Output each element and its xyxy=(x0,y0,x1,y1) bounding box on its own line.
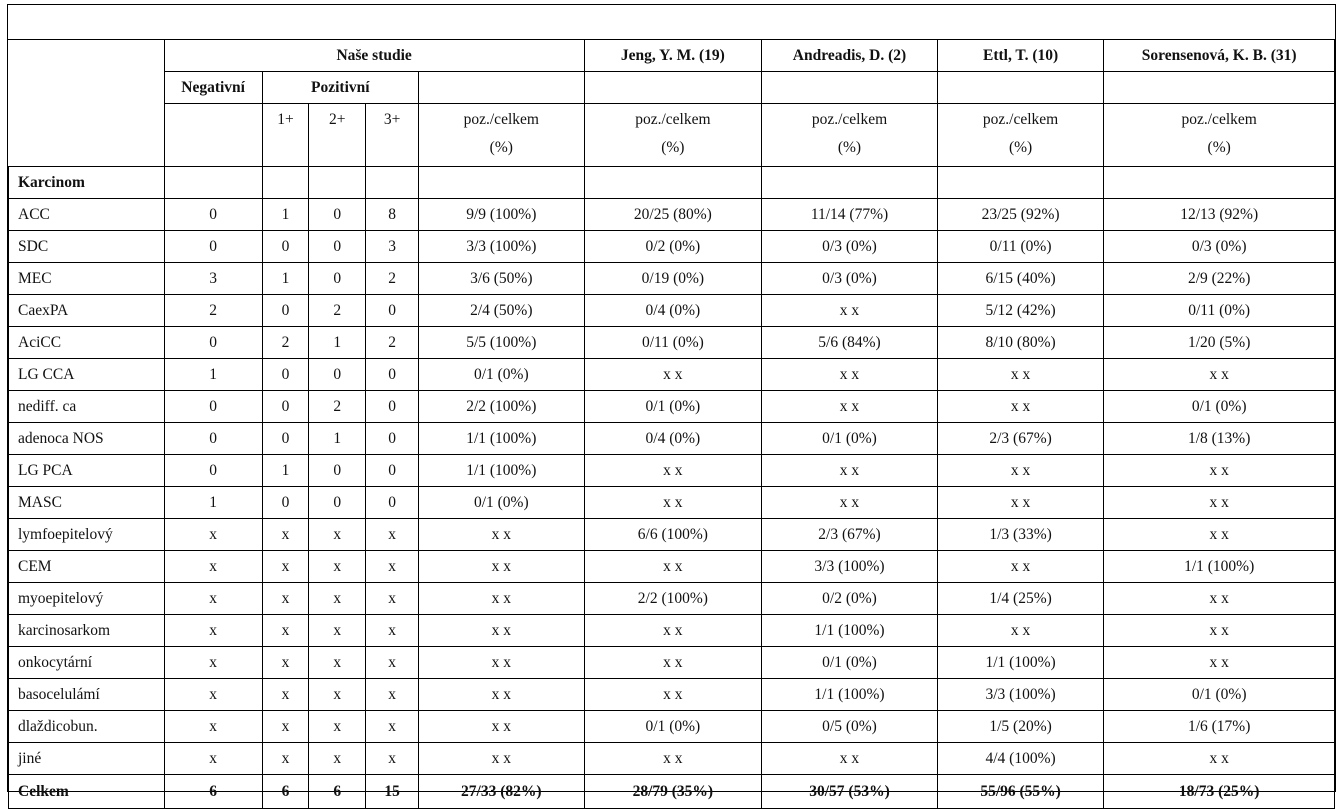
sorensen-cell: x x xyxy=(1104,359,1335,391)
section-empty-cell xyxy=(164,167,262,199)
pct-label: (%) xyxy=(661,139,685,156)
header-poz-celkem-ours xyxy=(419,104,585,167)
header-poz-celkem-andreadis xyxy=(762,104,938,167)
sorensen-cell: 1/20 (5%) xyxy=(1104,327,1335,359)
ettl-cell: 1/3 (33%) xyxy=(937,519,1104,551)
row-label: CEM xyxy=(9,551,165,583)
ettl-cell: 1/5 (20%) xyxy=(937,711,1104,743)
sorensen-cell: 1/1 (100%) xyxy=(1104,551,1335,583)
sorensen-cell: x x xyxy=(1104,487,1335,519)
table-row xyxy=(9,423,1335,455)
sorensen-cell: 12/13 (92%) xyxy=(1104,199,1335,231)
grade-3-cell: 0 xyxy=(366,295,419,327)
jeng-cell: x x xyxy=(584,679,762,711)
ours-cell: x x xyxy=(419,743,585,775)
grade-2-cell: 1 xyxy=(309,423,366,455)
andreadis-cell: 5/6 (84%) xyxy=(762,327,938,359)
grade-1-cell: x xyxy=(262,615,309,647)
sorensen-cell: 18/73 (25%) xyxy=(1104,775,1335,809)
header-empty-cell xyxy=(762,72,938,104)
results-table xyxy=(8,39,1335,809)
ettl-cell: x x xyxy=(937,487,1104,519)
ettl-cell: x x xyxy=(937,551,1104,583)
grade-1-cell: 0 xyxy=(262,423,309,455)
ours-cell: 1/1 (100%) xyxy=(419,455,585,487)
grade-1-cell: x xyxy=(262,551,309,583)
jeng-cell: x x xyxy=(584,647,762,679)
header-row-studies xyxy=(9,40,1335,72)
grade-3-cell: 0 xyxy=(366,423,419,455)
grade-2-cell: 0 xyxy=(309,263,366,295)
table-row xyxy=(9,359,1335,391)
section-empty-cell xyxy=(1104,167,1335,199)
ours-cell: x x xyxy=(419,647,585,679)
andreadis-cell: 1/1 (100%) xyxy=(762,615,938,647)
row-label: CaexPA xyxy=(9,295,165,327)
table-row xyxy=(9,615,1335,647)
grade-1-cell: x xyxy=(262,743,309,775)
grade-3-cell: 3 xyxy=(366,231,419,263)
row-label: LG CCA xyxy=(9,359,165,391)
grade-1-cell: 1 xyxy=(262,455,309,487)
grade-3-cell: 2 xyxy=(366,327,419,359)
negativni-cell: x xyxy=(164,743,262,775)
total-row xyxy=(9,775,1335,809)
jeng-cell: 0/4 (0%) xyxy=(584,295,762,327)
grade-2-cell: x xyxy=(309,583,366,615)
ettl-cell: 8/10 (80%) xyxy=(937,327,1104,359)
andreadis-cell: 30/57 (53%) xyxy=(762,775,938,809)
ours-cell: 0/1 (0%) xyxy=(419,359,585,391)
negativni-cell: x xyxy=(164,647,262,679)
grade-3-cell: x xyxy=(366,647,419,679)
jeng-cell: x x xyxy=(584,359,762,391)
grade-2-cell: x xyxy=(309,743,366,775)
jeng-cell: 0/4 (0%) xyxy=(584,423,762,455)
row-label: karcinosarkom xyxy=(9,615,165,647)
negativni-cell: x xyxy=(164,519,262,551)
andreadis-cell: 2/3 (67%) xyxy=(762,519,938,551)
grade-2-cell: x xyxy=(309,615,366,647)
jeng-cell: 0/1 (0%) xyxy=(584,711,762,743)
grade-1-cell: 1 xyxy=(262,263,309,295)
grade-2-cell: 0 xyxy=(309,231,366,263)
table-row xyxy=(9,711,1335,743)
ours-cell: 0/1 (0%) xyxy=(419,487,585,519)
andreadis-cell: 0/1 (0%) xyxy=(762,423,938,455)
grade-2-cell: 6 xyxy=(309,775,366,809)
sorensen-cell: 0/1 (0%) xyxy=(1104,679,1335,711)
grade-1-cell: 0 xyxy=(262,231,309,263)
andreadis-cell: x x xyxy=(762,391,938,423)
andreadis-cell: x x xyxy=(762,487,938,519)
negativni-cell: x xyxy=(164,679,262,711)
row-label: nediff. ca xyxy=(9,391,165,423)
table-row xyxy=(9,583,1335,615)
section-row-karcinom xyxy=(9,167,1335,199)
grade-2-cell: x xyxy=(309,679,366,711)
grade-3-cell: x xyxy=(366,679,419,711)
row-label: adenoca NOS xyxy=(9,423,165,455)
row-label: AciCC xyxy=(9,327,165,359)
andreadis-cell: 0/2 (0%) xyxy=(762,583,938,615)
header-empty-cell xyxy=(9,104,165,167)
sorensen-cell: x x xyxy=(1104,583,1335,615)
ours-cell: x x xyxy=(419,679,585,711)
grade-1-cell: 0 xyxy=(262,295,309,327)
andreadis-cell: 1/1 (100%) xyxy=(762,679,938,711)
table-row xyxy=(9,391,1335,423)
ettl-cell: 0/11 (0%) xyxy=(937,231,1104,263)
header-row-groups xyxy=(9,72,1335,104)
row-label: LG PCA xyxy=(9,455,165,487)
ours-cell: 1/1 (100%) xyxy=(419,423,585,455)
ours-cell: 5/5 (100%) xyxy=(419,327,585,359)
pct-label: (%) xyxy=(489,139,513,156)
andreadis-cell: 0/5 (0%) xyxy=(762,711,938,743)
row-label: SDC xyxy=(9,231,165,263)
jeng-cell: 20/25 (80%) xyxy=(584,199,762,231)
grade-1-cell: 0 xyxy=(262,359,309,391)
section-empty-cell xyxy=(262,167,309,199)
section-empty-cell xyxy=(584,167,762,199)
ettl-cell: 1/4 (25%) xyxy=(937,583,1104,615)
andreadis-cell: 0/1 (0%) xyxy=(762,647,938,679)
grade-3-cell: 0 xyxy=(366,359,419,391)
negativni-cell: 1 xyxy=(164,487,262,519)
negativni-cell: x xyxy=(164,615,262,647)
header-nase-studie: Naše studie xyxy=(164,40,584,72)
sorensen-cell: x x xyxy=(1104,519,1335,551)
ettl-cell: x x xyxy=(937,455,1104,487)
grade-3-cell: 8 xyxy=(366,199,419,231)
grade-1-cell: 2 xyxy=(262,327,309,359)
row-label: ACC xyxy=(9,199,165,231)
section-empty-cell xyxy=(366,167,419,199)
negativni-cell: 0 xyxy=(164,391,262,423)
grade-3-cell: x xyxy=(366,551,419,583)
sorensen-cell: 0/1 (0%) xyxy=(1104,391,1335,423)
header-poz-celkem-ettl xyxy=(937,104,1104,167)
header-empty-cell xyxy=(9,72,165,104)
row-label: dlaždicobun. xyxy=(9,711,165,743)
table-row xyxy=(9,295,1335,327)
grade-2-cell: 0 xyxy=(309,199,366,231)
ours-cell: 3/6 (50%) xyxy=(419,263,585,295)
grade-1-cell: x xyxy=(262,519,309,551)
grade-2-cell: 0 xyxy=(309,487,366,519)
andreadis-cell: x x xyxy=(762,295,938,327)
andreadis-cell: 3/3 (100%) xyxy=(762,551,938,583)
jeng-cell: x x xyxy=(584,551,762,583)
ours-cell: x x xyxy=(419,551,585,583)
sorensen-cell: 0/3 (0%) xyxy=(1104,231,1335,263)
ettl-cell: 5/12 (42%) xyxy=(937,295,1104,327)
grade-1-cell: 0 xyxy=(262,487,309,519)
jeng-cell: 6/6 (100%) xyxy=(584,519,762,551)
poz-celkem-label: poz./celkem xyxy=(982,111,1059,128)
grade-3-cell: 0 xyxy=(366,391,419,423)
negativni-cell: 0 xyxy=(164,455,262,487)
grade-1-cell: 0 xyxy=(262,391,309,423)
table-row xyxy=(9,519,1335,551)
negativni-cell: 6 xyxy=(164,775,262,809)
row-label: Celkem xyxy=(9,775,165,809)
grade-3-cell: 0 xyxy=(366,487,419,519)
table-row xyxy=(9,231,1335,263)
ours-cell: x x xyxy=(419,519,585,551)
header-poz-celkem-sorensen xyxy=(1104,104,1335,167)
jeng-cell: x x xyxy=(584,487,762,519)
ours-cell: 2/2 (100%) xyxy=(419,391,585,423)
grade-2-cell: x xyxy=(309,551,366,583)
grade-1-cell: 6 xyxy=(262,775,309,809)
pct-label: (%) xyxy=(1207,139,1231,156)
grade-1-cell: x xyxy=(262,583,309,615)
row-label: MEC xyxy=(9,263,165,295)
table-row xyxy=(9,743,1335,775)
grade-2-cell: x xyxy=(309,711,366,743)
ettl-cell: 3/3 (100%) xyxy=(937,679,1104,711)
sorensen-cell: 2/9 (22%) xyxy=(1104,263,1335,295)
ettl-cell: 1/1 (100%) xyxy=(937,647,1104,679)
grade-3-cell: x xyxy=(366,743,419,775)
grade-2-cell: x xyxy=(309,647,366,679)
table-frame xyxy=(7,4,1336,800)
table-row xyxy=(9,487,1335,519)
poz-celkem-label: poz./celkem xyxy=(463,111,539,128)
andreadis-cell: 11/14 (77%) xyxy=(762,199,938,231)
ettl-cell: x x xyxy=(937,391,1104,423)
jeng-cell: 0/2 (0%) xyxy=(584,231,762,263)
negativni-cell: x xyxy=(164,711,262,743)
table-row xyxy=(9,551,1335,583)
header-poz-celkem-jeng xyxy=(584,104,762,167)
ours-cell: x x xyxy=(419,615,585,647)
section-empty-cell xyxy=(937,167,1104,199)
table-row xyxy=(9,679,1335,711)
ettl-cell: 23/25 (92%) xyxy=(937,199,1104,231)
andreadis-cell: 0/3 (0%) xyxy=(762,231,938,263)
header-grade-1: 1+ xyxy=(262,104,309,167)
grade-1-cell: 1 xyxy=(262,199,309,231)
header-empty-cell xyxy=(1104,72,1335,104)
poz-celkem-label: poz./celkem xyxy=(635,111,711,128)
sorensen-cell: x x xyxy=(1104,743,1335,775)
grade-1-cell: x xyxy=(262,711,309,743)
ettl-cell: 2/3 (67%) xyxy=(937,423,1104,455)
pct-label: (%) xyxy=(837,139,862,156)
poz-celkem-label: poz./celkem xyxy=(1181,111,1257,128)
header-empty-cell xyxy=(9,40,165,72)
header-study-ettl: Ettl, T. (10) xyxy=(937,40,1104,72)
ettl-cell: x x xyxy=(937,615,1104,647)
jeng-cell: 0/19 (0%) xyxy=(584,263,762,295)
table-row xyxy=(9,199,1335,231)
negativni-cell: x xyxy=(164,583,262,615)
andreadis-cell: x x xyxy=(762,743,938,775)
jeng-cell: x x xyxy=(584,743,762,775)
negativni-cell: 3 xyxy=(164,263,262,295)
table-row xyxy=(9,263,1335,295)
grade-2-cell: x xyxy=(309,519,366,551)
negativni-cell: 2 xyxy=(164,295,262,327)
header-grade-2: 2+ xyxy=(309,104,366,167)
header-study-andreadis: Andreadis, D. (2) xyxy=(762,40,938,72)
header-empty-cell xyxy=(164,104,262,167)
grade-3-cell: x xyxy=(366,519,419,551)
row-label: lymfoepitelový xyxy=(9,519,165,551)
row-label: basocelulámí xyxy=(9,679,165,711)
ettl-cell: 55/96 (55%) xyxy=(937,775,1104,809)
negativni-cell: 0 xyxy=(164,423,262,455)
section-label: Karcinom xyxy=(9,167,165,199)
table-row xyxy=(9,327,1335,359)
row-label: MASC xyxy=(9,487,165,519)
jeng-cell: 0/1 (0%) xyxy=(584,391,762,423)
jeng-cell: 28/79 (35%) xyxy=(584,775,762,809)
negativni-cell: x xyxy=(164,551,262,583)
grade-2-cell: 1 xyxy=(309,327,366,359)
ours-cell: x x xyxy=(419,583,585,615)
header-pozitivni: Pozitivní xyxy=(262,72,418,104)
andreadis-cell: 0/3 (0%) xyxy=(762,263,938,295)
grade-1-cell: x xyxy=(262,647,309,679)
table-row xyxy=(9,455,1335,487)
header-grade-3: 3+ xyxy=(366,104,419,167)
section-empty-cell xyxy=(762,167,938,199)
negativni-cell: 0 xyxy=(164,231,262,263)
sorensen-cell: 0/11 (0%) xyxy=(1104,295,1335,327)
poz-celkem-label: poz./celkem xyxy=(811,111,888,128)
table-top-band xyxy=(8,5,1335,40)
header-negativni: Negativní xyxy=(164,72,262,104)
andreadis-cell: x x xyxy=(762,455,938,487)
row-label: jiné xyxy=(9,743,165,775)
jeng-cell: x x xyxy=(584,615,762,647)
grade-3-cell: 0 xyxy=(366,455,419,487)
grade-3-cell: x xyxy=(366,711,419,743)
grade-3-cell: x xyxy=(366,615,419,647)
sorensen-cell: 1/6 (17%) xyxy=(1104,711,1335,743)
pct-label: (%) xyxy=(1008,139,1033,156)
section-empty-cell xyxy=(419,167,585,199)
row-label: onkocytární xyxy=(9,647,165,679)
jeng-cell: 2/2 (100%) xyxy=(584,583,762,615)
grade-2-cell: 2 xyxy=(309,391,366,423)
grade-2-cell: 0 xyxy=(309,359,366,391)
header-study-sorensen: Sorensenová, K. B. (31) xyxy=(1104,40,1335,72)
ours-cell: 9/9 (100%) xyxy=(419,199,585,231)
ettl-cell: x x xyxy=(937,359,1104,391)
header-empty-cell xyxy=(419,72,585,104)
negativni-cell: 1 xyxy=(164,359,262,391)
header-empty-cell xyxy=(584,72,762,104)
sorensen-cell: x x xyxy=(1104,455,1335,487)
section-empty-cell xyxy=(309,167,366,199)
row-label: myoepitelový xyxy=(9,583,165,615)
sorensen-cell: x x xyxy=(1104,647,1335,679)
negativni-cell: 0 xyxy=(164,327,262,359)
sorensen-cell: 1/8 (13%) xyxy=(1104,423,1335,455)
grade-1-cell: x xyxy=(262,679,309,711)
ours-cell: 3/3 (100%) xyxy=(419,231,585,263)
grade-3-cell: 2 xyxy=(366,263,419,295)
negativni-cell: 0 xyxy=(164,199,262,231)
andreadis-cell: x x xyxy=(762,359,938,391)
ettl-cell: 6/15 (40%) xyxy=(937,263,1104,295)
grade-3-cell: x xyxy=(366,583,419,615)
header-study-jeng: Jeng, Y. M. (19) xyxy=(584,40,762,72)
table-row xyxy=(9,647,1335,679)
grade-2-cell: 0 xyxy=(309,455,366,487)
ours-cell: 2/4 (50%) xyxy=(419,295,585,327)
grade-3-cell: 15 xyxy=(366,775,419,809)
grade-2-cell: 2 xyxy=(309,295,366,327)
header-empty-cell xyxy=(937,72,1104,104)
jeng-cell: x x xyxy=(584,455,762,487)
header-row-units xyxy=(9,104,1335,167)
sorensen-cell: x x xyxy=(1104,615,1335,647)
ettl-cell: 4/4 (100%) xyxy=(937,743,1104,775)
jeng-cell: 0/11 (0%) xyxy=(584,327,762,359)
ours-cell: x x xyxy=(419,711,585,743)
ours-cell: 27/33 (82%) xyxy=(419,775,585,809)
